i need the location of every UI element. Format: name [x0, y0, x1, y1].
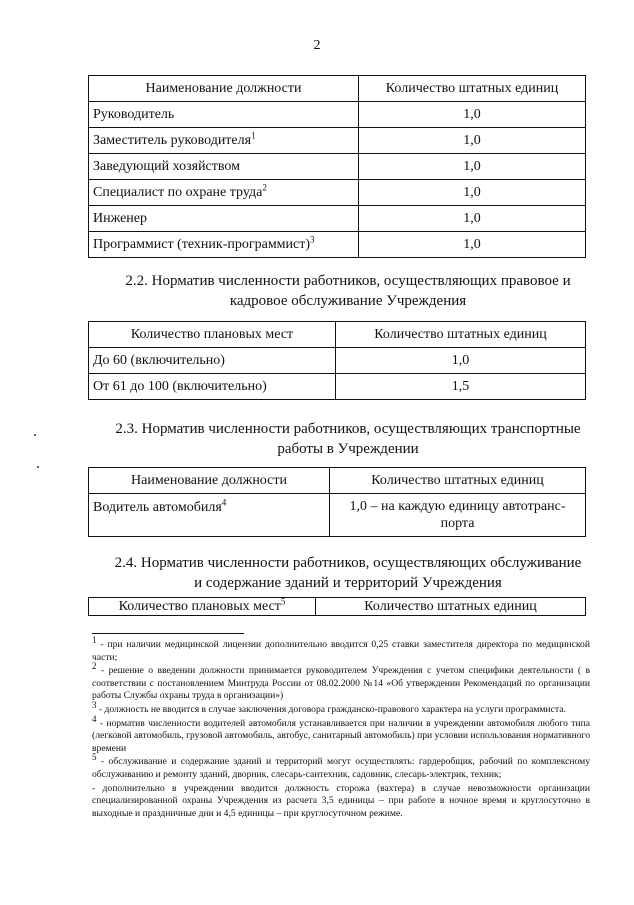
section-2-2-title: 2.2. Норматив численности работников, осуществляющих правовое и кадровое обслуживание Учреждения: [125, 273, 571, 309]
staff-units: 1,0 – на каждую единицу автотранс- порта: [330, 494, 586, 537]
column-header: Количество плановых мест$^5$: [89, 598, 316, 616]
places-range: От 61 до 100 (включительно): [89, 374, 336, 400]
column-header: Количество штатных единиц: [336, 322, 586, 348]
table-row: [89, 232, 586, 258]
staff-units: 1,0: [359, 232, 586, 258]
scan-speck: [34, 434, 36, 436]
scan-speck: [37, 466, 39, 468]
position-name: Заместитель руководителя$^1$: [89, 128, 359, 154]
footnote-ref: 1: [251, 130, 256, 141]
footnote-mark: 2: [92, 661, 97, 671]
staff-units: 1,0: [359, 206, 586, 232]
maintenance-staff-table: [88, 597, 586, 616]
position-name: Инженер: [89, 206, 359, 232]
footnote: $^4$ - норматив численности водителей автомобиля устанавливается при наличии в учреждении автомобиля любого типа (легковой автомобиль, грузовой автомобиль, автобус, санитарный автомобиль) при условии использования нормативного времени: [92, 713, 590, 754]
staff-units: 1,0: [359, 154, 586, 180]
footnote: $^2$ - решение о введении должности принимается руководителем Учреждения с учетом специфики деятельности ( в соответствии с постановлением Минтруда России от 08.02.2000 №14 «Об утверждении Рекомендаций по организации работы Службы охраны труда в организации»): [92, 661, 590, 702]
table-header-row: [89, 468, 586, 494]
table-row: [89, 180, 586, 206]
footnote: $^5$ - обслуживание и содержание зданий и территорий могут осуществлять: гардеробщик, рабочий по комплексному обслуживанию и ремонту зданий, дворник, слесарь-сантехник, садовник, слесарь-электрик, техник;: [92, 752, 590, 780]
column-header: Количество плановых мест: [89, 322, 336, 348]
staff-units: 1,0: [336, 348, 586, 374]
page-number: 2: [313, 38, 321, 53]
section-2-3-title: 2.3. Норматив численности работников, осуществляющих транспортные работы в Учреждении: [115, 421, 581, 457]
table-row: [89, 154, 586, 180]
column-header: Наименование должности: [89, 76, 359, 102]
footnote: $^3$ - должность не вводится в случае заключения договора гражданско-правового характера на услуги программиста.: [92, 699, 566, 715]
column-header: Наименование должности: [89, 468, 330, 494]
footnote-ref: 2: [262, 182, 267, 193]
table-row: [89, 494, 586, 537]
legal-staff-table: [88, 321, 586, 400]
footnote-mark: 5: [92, 752, 97, 763]
column-header: Количество штатных единиц: [359, 76, 586, 102]
table-row: [89, 128, 586, 154]
staff-units: 1,0: [359, 102, 586, 128]
section-2-4-title: 2.4. Норматив численности работников, осуществляющих обслуживание и содержание зданий и территорий Учреждения: [114, 555, 582, 591]
table-row: [89, 374, 586, 400]
position-name: Руководитель: [89, 102, 359, 128]
position-name: Программист (техник-программист)$^3$: [89, 232, 359, 258]
table-row: [89, 206, 586, 232]
column-header: Количество штатных единиц: [330, 468, 586, 494]
table-header-row: [89, 76, 586, 102]
footnote-separator: [92, 633, 244, 634]
table-row: [89, 348, 586, 374]
footnote-ref: 3: [310, 234, 315, 245]
position-name: Заведующий хозяйством: [89, 154, 359, 180]
footnote-ref: 4: [221, 497, 227, 508]
footnote: - дополнительно в учреждении вводится должность сторожа (вахтера) в случае невозможности организации специализированной охраны Учреждения из расчета 3,5 единицы – при работе в ночное время и круглосуточно в выходные и праздничные дни и 4,5 единицы – при круглосуточном режиме.: [92, 782, 590, 819]
position-name: Специалист по охране труда$^2$: [89, 180, 359, 206]
footnote-mark: 4: [92, 713, 97, 724]
footnotes: [92, 634, 590, 821]
staff-units: 1,0: [359, 128, 586, 154]
staff-units: 1,0: [359, 180, 586, 206]
footnote-ref: 5: [280, 596, 286, 607]
table-row: [89, 102, 586, 128]
staff-units: 1,5: [336, 374, 586, 400]
footnote: $^1$ - при наличии медицинской лицензии дополнительно вводится 0,25 ставки заместителя директора по медицинской части;: [92, 634, 590, 663]
position-name: Водитель автомобиля$^4$: [89, 494, 330, 537]
transport-staff-table: [88, 467, 586, 537]
column-header: Количество штатных единиц: [316, 598, 586, 616]
staff-positions-table: [88, 75, 586, 258]
table-header-row: [89, 598, 586, 616]
footnote-mark: 1: [92, 634, 97, 645]
table-header-row: [89, 322, 586, 348]
places-range: До 60 (включительно): [89, 348, 336, 374]
footnote-mark: 3: [92, 699, 97, 710]
